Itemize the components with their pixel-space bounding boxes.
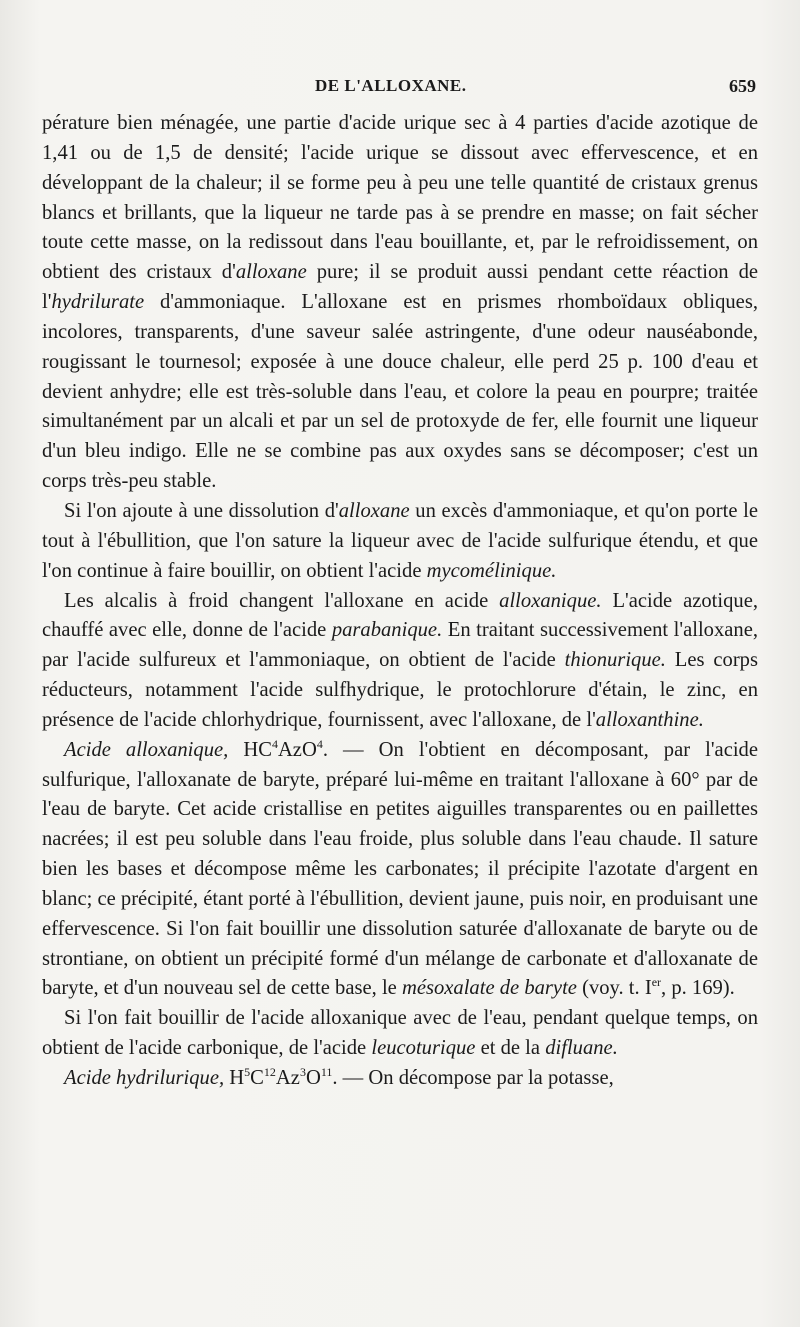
italic-term: leucoturique [371, 1037, 476, 1060]
paragraph [42, 587, 758, 736]
italic-term: parabanique. [331, 619, 443, 642]
paragraph [42, 1004, 758, 1064]
paragraph [42, 1064, 758, 1094]
text-run: Si l'on fait bouillir de l'acide alloxanique avec de l'eau, pendant quelque temps, on obtient de l'acide carbonique, de l'acide [42, 1007, 758, 1060]
superscript: 3 [299, 1065, 306, 1080]
superscript: 4 [271, 736, 278, 751]
superscript: er [651, 975, 662, 990]
text-run: Les corps réducteurs, notamment l'acide sulfhydrique, le protochlorure d'étain, le zinc, en présence de l'acide chlorhydrique, fournissent, avec l'alloxane, de l' [42, 649, 758, 731]
text-run: Az [275, 1067, 300, 1089]
italic-term: hydrilurate [51, 291, 145, 314]
paragraph [42, 497, 758, 587]
italic-term: mésoxalate de baryte [401, 977, 577, 1000]
superscript: 12 [263, 1065, 276, 1080]
italic-term: alloxane [338, 499, 410, 522]
page-number: 659 [729, 76, 756, 96]
text-run: C [250, 1067, 264, 1089]
italic-term: Acide alloxanique, [64, 738, 229, 761]
italic-term: difluane. [545, 1037, 618, 1060]
text-run: . — On l'obtient en décomposant, par l'acide sulfurique, l'alloxanate de baryte, préparé lui-même en traitant l'alloxane à 60° par de l'eau de baryte. Cet acide cristallise en petites aiguilles transparentes ou en paillettes nacrées; il est peu soluble dans l'eau froide, plus soluble dans l'eau chaude. Il sature bien les bases et décompose même les carbonates; il précipite l'azotate d'argent en blanc; ce précipité, étant porté à l'ébullition, devient jaune, puis noir, en produisant une effervescence. Si l'on fait bouillir une dissolution saturée d'alloxanate de baryte ou de strontiane, on obtient un précipité formé d'un mélange de carbonate et d'alloxanate de baryte, et d'un nouveau sel de cette base, le [42, 738, 759, 1000]
running-title: DE L'ALLOXANE. [315, 76, 467, 95]
text-run: HC [228, 738, 272, 761]
body-text [42, 109, 758, 1094]
page-header [40, 76, 756, 106]
text-run: Si l'on ajoute à une dissolution d' [64, 499, 339, 522]
paragraph [42, 109, 758, 497]
text-run: pure; il se produit aussi pendant cette réaction de l' [42, 261, 759, 314]
text-run: Les alcalis à froid changent l'alloxane en acide [64, 589, 500, 612]
text-run: H [224, 1067, 245, 1089]
superscript: 5 [244, 1065, 251, 1080]
text-run: AzO [277, 738, 317, 761]
superscript: 4 [316, 736, 323, 751]
superscript: 11 [320, 1065, 333, 1080]
text-run: d'ammoniaque. L'alloxane est en prismes rhomboïdaux obliques, incolores, transparents, d'une saveur salée astringente, d'une odeur nauséabonde, rougissant le tournesol; exposée à une douce chaleur, elle perd 25 p. 100 d'eau et devient anhydre; elle est très-soluble dans l'eau, et colore la peau en pourpre; traitée simultanément par un alcali et par un sel de protoxyde de fer, elle fournit une liqueur d'un bleu indigo. Elle ne se combine pas aux oxydes sans se décomposer; c'est un corps très-peu stable. [42, 291, 758, 493]
text-run: , p. 169). [661, 977, 735, 1000]
text-run: pérature bien ménagée, une partie d'acide urique sec à 4 parties d'acide azotique de 1,41 ou de 1,5 de densité; l'acide urique se dissout avec effervescence, et en développant de la chaleur; il se forme peu à peu une telle quantité de cristaux grenus blancs et brillants, que la liqueur ne tarde pas à se prendre en masse; on fait sécher toute cette masse, on la redissout dans l'eau bouillante, et, par le refroidissement, on obtient des cristaux d' [42, 112, 758, 284]
text-run: O [305, 1067, 321, 1089]
paragraph [42, 736, 758, 1005]
italic-term: alloxanique. [499, 589, 602, 612]
italic-term: alloxane [235, 261, 307, 284]
italic-term: alloxanthine. [595, 708, 704, 731]
italic-term: Acide hydrilurique, [64, 1067, 225, 1089]
text-run: et de la [475, 1037, 546, 1060]
text-run: En traitant successivement l'alloxane, par l'acide sulfureux et l'ammoniaque, on obtient de l'acide [42, 619, 758, 672]
text-run: . — On décompose par la potasse, [332, 1067, 614, 1089]
text-run: L'acide azotique, chauffé avec elle, donne de l'acide [42, 589, 758, 642]
italic-term: thionurique. [564, 649, 666, 672]
text-run: (voy. t. I [576, 977, 652, 1000]
italic-term: mycomélinique. [426, 559, 557, 582]
text-run: un excès d'ammoniaque, et qu'on porte le tout à l'ébullition, que l'on sature la liqueur avec de l'acide sulfurique étendu, et que l'on continue à faire bouillir, on obtient l'acide [42, 499, 758, 582]
